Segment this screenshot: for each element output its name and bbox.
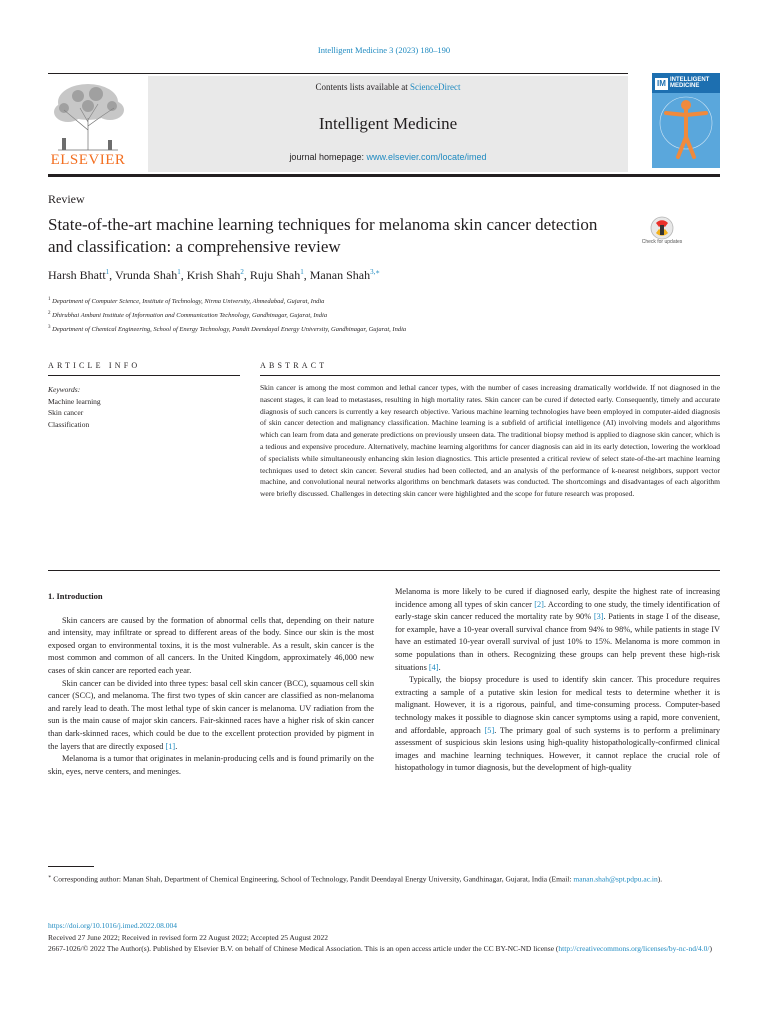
paragraph-text: . According to one study, the timely identification of early-stage skin cancer reduced the mortality rate by 90% (395, 599, 720, 622)
section-heading: 1. Introduction (48, 591, 103, 601)
cover-figure-icon (652, 93, 720, 168)
footnote-text: Corresponding author: Manan Shah, Department of Chemical Engineering, School of Technology, Pandit Deendayal Energy University, Gandhinagar, Gujarat, India (Email: (53, 874, 574, 884)
affiliation-text: Dhirubhai Ambani Institute of Information and Communication Technology, Gandhinagar, Gujarat, India (52, 312, 328, 320)
contents-prefix: Contents lists available at (315, 82, 410, 92)
journal-cover-image (652, 73, 720, 168)
cover-logo-mark: IM (655, 78, 668, 90)
affiliation-marker: 2 (48, 311, 51, 317)
journal-name: Intelligent Medicine (318, 114, 458, 133)
affiliation-item (48, 294, 406, 308)
author-name: Krish Shah (186, 268, 241, 282)
affiliation-marker: 3 (48, 325, 51, 331)
doi-link[interactable]: https://doi.org/10.1016/j.imed.2022.08.004 (48, 921, 178, 930)
abstract-text: Skin cancer is among the most common and lethal cancer types, with the number of cases increasing dramatically worldwide. If not diagnosed in the nascent stages, it can lead to metastases, resulting in high mortality rates. Skin cancer can be cured if detected early. Consequently, timely and accurate diagnosis of such cancers is currently a key research objective. Various machine learning technologies have been employed in computer-aided diagnosis of skin cancer detection and malignancy classification. Machine learning is a subfield of artificial intelligence (AI) involving models and algorithms which can learn from data and generate predictions on previously unseen data. The traditional biopsy method is applied to diagnose skin cancer, which is a tedious and expensive procedure. Alternatively, machine learning algorithms for cancer diagnosis can aid in its early detection, lowering the workload of specialists while simultaneously enhancing skin lesion diagnostics. This article presented a critical review of select state-of-the-art machine learning techniques used to detect skin cancer. Several studies had been collected, and an analysis of the performance of k-nearest neighbors, support vector machine, and convolutional neural networks algorithms on benchmark datasets was conducted. The shortcomings and disadvantages of each algorithm were briefly discussed. Challenges in detecting skin cancer were highlighted and the scope for future research was proposed. (260, 383, 720, 499)
reference-link[interactable]: [2] (534, 599, 544, 609)
license-text-end: ) (709, 944, 712, 954)
received-dates: Received 27 June 2022; Received in revised form 22 August 2022; Accepted 25 August 2022 (48, 932, 328, 942)
author-affil-ref[interactable]: 3,∗ (370, 268, 381, 276)
keyword-item: Machine learning (48, 396, 101, 406)
journal-homepage (148, 152, 628, 162)
author-email-link[interactable]: manan.shah@spt.pdpu.ac.in (573, 874, 658, 884)
author-affil-ref[interactable]: 1 (105, 268, 110, 276)
article-title: State-of-the-art machine learning techniques for melanoma skin cancer detection and classification: a comprehensive review (48, 215, 598, 256)
author-name: Vrunda Shah (114, 268, 178, 282)
abstract-bottom-rule (48, 570, 720, 571)
homepage-link[interactable]: www.elsevier.com/locate/imed (366, 152, 487, 162)
body-column-right (395, 586, 720, 775)
affiliation-item (48, 308, 406, 322)
affiliation-list (48, 294, 406, 336)
body-paragraph (395, 674, 720, 775)
author-name: Ruju Shah (249, 268, 301, 282)
body-paragraph: Melanoma is a tumor that originates in melanin-producing cells and is found primarily on the skin, eyes, nerve centers, and meninges. (48, 754, 374, 776)
article-type: Review (48, 192, 85, 206)
crossmark-badge[interactable] (642, 216, 682, 256)
keywords-label: Keywords: (48, 385, 81, 394)
reference-link[interactable]: [5] (484, 725, 495, 735)
footnote-text-end: ). (657, 874, 663, 884)
body-paragraph: Skin cancer can be divided into three types: basal cell skin cancer (BCC), squamous cell skin cancer (SCC), and melanoma. The first two types of skin cancer are classified as non-melanoma and rarely lead to death. The most lethal type of skin cancer is melanoma. UV radiation from the sun is the main cause of major skin cancers. Fair-skinned races have a higher risk of skin cancer than dark-skinned races, which could be due to the excellent protection provided by pigment in the layers that are directly exposed [1]. (48, 678, 374, 751)
keyword-item: Classification (48, 419, 90, 429)
cover-title-line2: MEDICINE (670, 83, 700, 89)
license-statement (48, 943, 720, 955)
publication-info (48, 920, 720, 955)
article-info-rule (48, 375, 240, 376)
journal-citation[interactable]: Intelligent Medicine 3 (2023) 180–190 (317, 45, 451, 55)
body-paragraph: Skin cancers are caused by the formation of abnormal cells that, depending on their nature and intensity, may infiltrate or spread to different areas of the body. Since our skin is the most exposed organ to environmental toxins, it is the most vulnerable. As a result, skin cancer is the most common and common of all cancers. In the United Kingdom, approximately 46,000 new cases of skin cancer are reported each year. (48, 615, 374, 675)
paragraph-text: Typically, the biopsy procedure is used to identify skin cancer. This procedure requires extracting a sample of a putative skin lesion for medical tests to determine whether it is malignant. However, it is a rigorous, painful, and time-consuming process. Computer-based technology makes it possible to diagnose skin cancer symptoms using a rapid, more convenient, and affordable, approach (395, 675, 720, 735)
elsevier-wordmark: ELSEVIER (50, 152, 126, 168)
author-name: Manan Shah (309, 268, 371, 282)
corresponding-author-footnote (48, 872, 720, 885)
abstract-heading-rule (260, 375, 720, 376)
author-affil-ref[interactable]: 1 (300, 268, 304, 276)
paragraph-text: Melanoma is more likely to be cured if diagnosed early, despite the highest rate of increasing incidence among all types of skin cancer (395, 587, 720, 609)
author-name: Harsh Bhatt (48, 268, 106, 282)
article-info-heading: ARTICLE INFO (48, 361, 141, 370)
sciencedirect-link[interactable]: ScienceDirect (410, 82, 461, 92)
affiliation-marker: 1 (48, 297, 51, 302)
affiliation-text: Department of Chemical Engineering, School of Energy Technology, Pandit Deendayal Energy University, Gandhinagar, Gujarat, India (52, 326, 407, 334)
crossmark-label: Check for updates (641, 239, 683, 245)
affiliation-text: Department of Computer Science, Institute of Technology, Nirma University, Ahmedabad, Gujarat, India (52, 298, 325, 306)
body-column-left (48, 590, 374, 778)
license-text: 2667-1026/© 2022 The Author(s). Published by Elsevier B.V. on behalf of Chinese Medical Association. This is an open access article under the CC BY-NC-ND license ( (48, 944, 559, 954)
abstract-heading: ABSTRACT (260, 361, 328, 370)
reference-link[interactable]: [1] (165, 741, 176, 751)
contents-availability (148, 82, 628, 92)
masthead-top-rule (48, 73, 628, 74)
affiliation-item (48, 322, 406, 336)
author-affil-ref[interactable]: 2 (240, 268, 244, 276)
homepage-prefix: journal homepage: (289, 152, 367, 162)
author-affil-ref[interactable]: 1 (177, 268, 181, 276)
reference-link[interactable]: [3] (593, 612, 604, 622)
keyword-item: Skin cancer (48, 408, 84, 417)
paragraph-text: . Patients in stage I of the disease, for example, have a 10-year overall survival chance from 94% to 98%, while patients in stage IV have an estimated 10-year overall survival of just 10% to 15%. Melanoma is more common in some populations than in others. Recognizing these groups can help prevent these high-risk situations (395, 612, 721, 672)
cover-title (670, 77, 709, 89)
reference-link[interactable]: [4] (428, 662, 439, 672)
body-paragraph: Melanoma is more likely to be cured if diagnosed early, despite the highest rate of increasing incidence among all types of skin cancer [2]. According to one study, the timely identification of early-stage skin cancer reduced the mortality rate by 90% [3]. Patients in stage I of the disease, for example, have a 10-year overall survival chance from 94% to 98%, while patients in stage IV have an estimated 10-year overall survival of just 10% to 15%. Melanoma is more common in some populations than in others. Recognizing these groups can help prevent these high-risk situations [4]. (395, 587, 721, 672)
paragraph-text: Skin cancer can be divided into three types: basal cell skin cancer (BCC), squamous cell skin cancer (SCC), and melanoma. The first two types of skin cancer are classified as non-melanoma and rarely lead to death. The most lethal type of skin cancer is melanoma. UV radiation from the sun is the main cause of major skin cancers. Fair-skinned races have a higher risk of skin cancer than dark-skinned races, which could be due to the excellent protection provided by pigment in the layers that are directly exposed (48, 678, 374, 751)
footnote-rule (48, 866, 94, 867)
keywords-block (48, 384, 101, 430)
masthead-bottom-rule (48, 174, 720, 177)
license-link[interactable]: http://creativecommons.org/licenses/by-nc-nd/4.0/ (558, 944, 710, 954)
footnote-marker: ∗ (48, 875, 52, 880)
cover-title-line1: INTELLIGENT (670, 77, 710, 83)
paragraph-text: . The primary goal of such systems is to perform a preliminary assessment of suspicious skin lesions using high-quality histopathologically-confirmed clinical images and machine learning techniques. However, it cannot replace the crucial role of histopathology in tumor diagnosis, but the development of high-quality (395, 725, 720, 773)
author-list: Harsh Bhatt$^1$, Vrunda Shah$^1$, Krish Shah$^2$, Ruju Shah$^1$, Manan Shah$^{3,∗}$ (48, 268, 381, 282)
